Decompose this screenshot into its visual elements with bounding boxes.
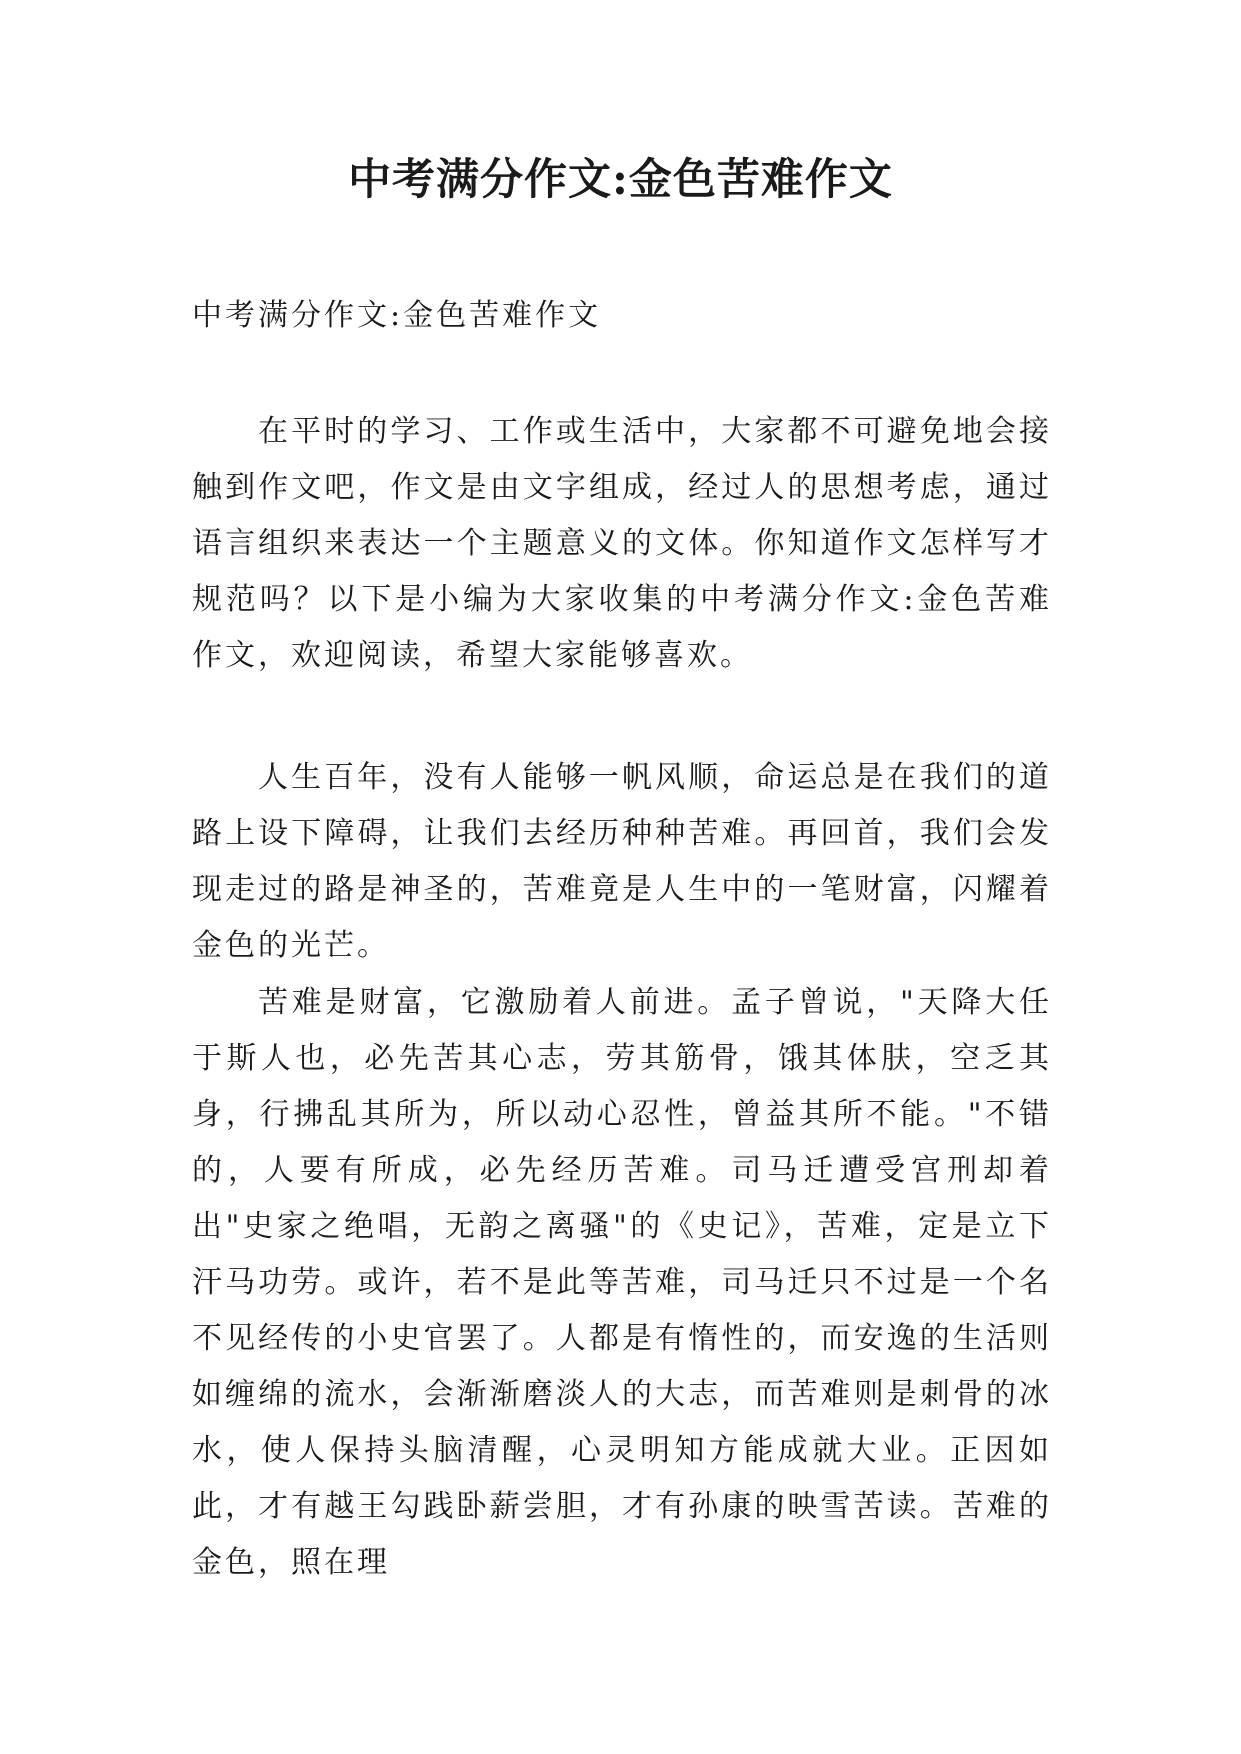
- document-title: 中考满分作文:金色苦难作文: [348, 155, 893, 205]
- document-subtitle: 中考满分作文:金色苦难作文: [192, 298, 602, 333]
- paragraph-hardship-wealth: 苦难是财富，它激励着人前进。孟子曾说，"天降大任于斯人也，必先苦其心志，劳其筋骨，饿其体肤，空乏其身，行拂乱其所为，所以动心忍性，曾益其所不能。"不错的，人要有所成，必先经历苦难。司马迁遭受宫刑却着出"史家之绝唱，无韵之离骚"的《史记》，苦难，定是立下汗马功劳。或许，若不是此等苦难，司马迁只不过是一个名不见经传的小史官罢了。人都是有惰性的，而安逸的生活则如缠绵的流水，会渐渐磨淡人的大志，而苦难则是刺骨的冰水，使人保持头脑清醒，心灵明知方能成就大业。正因如此，才有越王勾践卧薪尝胆，才有孙康的映雪苦读。苦难的金色，照在理: [192, 985, 1052, 1580]
- paragraph-life: 人生百年，没有人能够一帆风顺，命运总是在我们的道路上设下障碍，让我们去经历种种苦难。再回首，我们会发现走过的路是神圣的，苦难竟是人生中的一笔财富，闪耀着金色的光芒。: [192, 760, 1052, 963]
- paragraph-intro: 在平时的学习、工作或生活中，大家都不可避免地会接触到作文吧，作文是由文字组成，经过人的思想考虑，通过语言组织来表达一个主题意义的文体。你知道作文怎样写才规范吗？以下是小编为大家收集的中考满分作文:金色苦难作文，欢迎阅读，希望大家能够喜欢。: [192, 414, 1052, 673]
